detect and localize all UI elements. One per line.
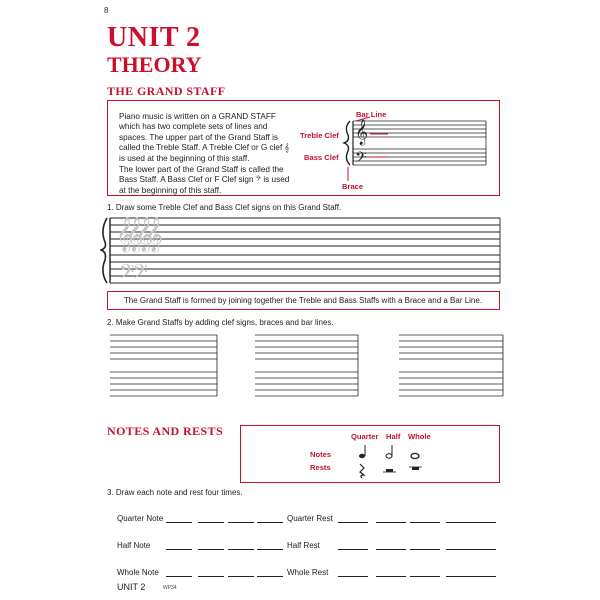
brace-label: Brace xyxy=(342,182,364,191)
intro-paragraph-2: The lower part of the Grand Staff is called the Bass Staff. A Bass Clef or F Clef sign 𝄢 is used at the beginning of this staff. xyxy=(119,165,290,195)
exercise-1-instruction: 1. Draw some Treble Clef and Bass Clef signs on this Grand Staff. xyxy=(107,203,342,212)
svg-text:𝄢: 𝄢 xyxy=(355,149,367,170)
note-rest-symbols xyxy=(351,442,431,480)
whole-rest-icon xyxy=(409,467,422,470)
theory-title: THEORY xyxy=(107,52,202,77)
unit-title: UNIT 2 xyxy=(107,22,201,53)
page-number: 8 xyxy=(104,6,109,15)
svg-text:𝄞𝄞𝄞𝄞: 𝄞𝄞𝄞𝄞 xyxy=(116,217,155,252)
quarter-rest-label: Quarter Rest xyxy=(287,514,333,523)
notes-rests-heading: NOTES AND RESTS xyxy=(107,424,224,438)
answer-blank[interactable] xyxy=(228,522,254,523)
answer-blank[interactable] xyxy=(376,576,406,577)
footer-code: WP34 xyxy=(163,585,177,591)
answer-blank[interactable] xyxy=(338,549,368,550)
col-quarter: Quarter xyxy=(351,432,379,441)
footer-unit: UNIT 2 xyxy=(117,582,146,592)
info-box-text: The Grand Staff is formed by joining together the Treble and Bass Staffs with a Brace and a Bar Line. xyxy=(123,296,483,305)
whole-note-label: Whole Note xyxy=(117,568,159,577)
answer-blank[interactable] xyxy=(166,522,192,523)
svg-text:𝄞: 𝄞 xyxy=(355,120,369,145)
grand-staff-heading: THE GRAND STAFF xyxy=(107,84,226,98)
answer-blank[interactable] xyxy=(410,576,440,577)
answer-blank[interactable] xyxy=(446,549,496,550)
bar-line-label: Bar Line xyxy=(356,110,387,119)
grand-staff-info-box xyxy=(107,291,500,310)
empty-grand-staff-1 xyxy=(110,335,217,396)
answer-blank[interactable] xyxy=(257,576,283,577)
whole-note-icon xyxy=(411,453,419,458)
answer-blank[interactable] xyxy=(228,576,254,577)
answer-blank[interactable] xyxy=(198,549,224,550)
exercise-2-instruction: 2. Make Grand Staffs by adding clef signs, braces and bar lines. xyxy=(107,318,334,327)
answer-blank[interactable] xyxy=(257,549,283,550)
answer-blank[interactable] xyxy=(376,522,406,523)
quarter-note-label: Quarter Note xyxy=(117,514,164,523)
empty-grand-staff-3 xyxy=(399,335,503,396)
intro-paragraph-1: Piano music is written on a GRAND STAFF which has two complete sets of lines and spaces. The upper part of the Grand Staff is called the Treble Staff. A Treble Clef or G clef 𝄞 is used at the beginning of this staff. xyxy=(119,112,290,163)
exercise-3-instruction: 3. Draw each note and rest four times. xyxy=(107,488,243,497)
answer-blank[interactable] xyxy=(198,576,224,577)
bass-clef-label: Bass Clef xyxy=(304,153,339,162)
col-half: Half xyxy=(386,432,401,441)
whole-rest-label: Whole Rest xyxy=(287,568,329,577)
quarter-note-icon xyxy=(359,445,365,458)
col-whole: Whole xyxy=(408,432,431,441)
answer-blank[interactable] xyxy=(166,549,192,550)
answer-blank[interactable] xyxy=(376,549,406,550)
exercise-1-grand-staff[interactable] xyxy=(100,214,502,286)
svg-text:𝄢𝄢: 𝄢𝄢 xyxy=(119,260,146,286)
answer-blank[interactable] xyxy=(228,549,254,550)
half-note-icon xyxy=(386,445,392,458)
exercise-2-staffs[interactable] xyxy=(105,331,505,401)
grand-staff-intro-box xyxy=(107,100,500,196)
half-rest-icon xyxy=(383,469,396,472)
half-rest-label: Half Rest xyxy=(287,541,320,550)
answer-blank[interactable] xyxy=(198,522,224,523)
grand-staff-diagram xyxy=(336,107,496,193)
quarter-rest-icon xyxy=(360,464,364,478)
answer-blank[interactable] xyxy=(338,576,368,577)
row-notes: Notes xyxy=(310,450,332,459)
answer-blank[interactable] xyxy=(257,522,283,523)
answer-blank[interactable] xyxy=(446,576,496,577)
notes-rests-box xyxy=(240,425,500,483)
answer-blank[interactable] xyxy=(166,576,192,577)
answer-blank[interactable] xyxy=(446,522,496,523)
answer-blank[interactable] xyxy=(410,549,440,550)
empty-grand-staff-2 xyxy=(255,335,358,396)
answer-blank[interactable] xyxy=(338,522,368,523)
half-note-label: Half Note xyxy=(117,541,151,550)
treble-clef-label: Treble Clef xyxy=(300,131,339,140)
row-rests: Rests xyxy=(310,463,331,472)
answer-blank[interactable] xyxy=(410,522,440,523)
